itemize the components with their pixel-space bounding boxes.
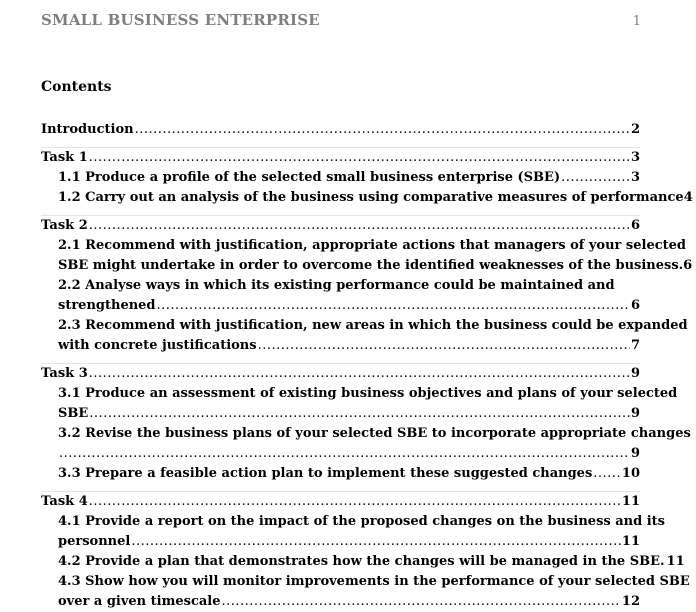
toc-entry-task-2[interactable]	[41, 215, 640, 236]
toc-entry-task-1[interactable]	[41, 147, 640, 168]
toc-entry-4-2[interactable]	[41, 552, 685, 572]
toc-entry-text: SBE might undertake in order to overcome the identified weaknesses of the business.	[58, 258, 684, 273]
dot-leader	[222, 592, 621, 612]
toc-entry-text: 3.2 Revise the business plans of your selected SBE to incorporate appropriate changes	[58, 426, 691, 441]
dot-leader	[258, 336, 630, 356]
toc-entry-text: Task 4	[41, 494, 88, 509]
toc-page-number: 11	[666, 554, 685, 569]
toc-page-number: 9	[630, 406, 640, 421]
toc-entry-4-3[interactable]	[41, 572, 690, 612]
toc-entry-text: 4.3 Show how you will monitor improvements in the performance of your selected SBE	[58, 574, 690, 589]
toc-page-number: 6	[683, 258, 693, 273]
dot-leader	[89, 364, 630, 384]
page-number: 1	[632, 14, 641, 29]
toc-entry-text: 3.3 Prepare a feasible action plan to implement these suggested changes	[58, 466, 593, 481]
toc-entry-introduction[interactable]	[41, 120, 640, 140]
toc-page-number: 11	[621, 534, 640, 549]
dot-leader	[135, 120, 630, 140]
dot-leader	[131, 532, 621, 552]
toc-entry-1-2[interactable]	[41, 188, 693, 208]
toc-entry-text: personnel	[58, 534, 131, 549]
toc-page-number: 7	[630, 338, 640, 353]
toc-entry-text: 4.2 Provide a plan that demonstrates how the changes will be managed in the SBE.	[58, 554, 665, 569]
toc-entry-task-4[interactable]	[41, 491, 640, 512]
dot-leader	[89, 216, 630, 236]
toc-entry-text: 1.1 Produce a profile of the selected small business enterprise (SBE)	[58, 170, 561, 185]
toc-entry-text: 4.1 Provide a report on the impact of the proposed changes on the business and its	[58, 514, 665, 529]
toc-entry-text: 2.3 Recommend with justification, new areas in which the business could be expanded	[58, 318, 688, 333]
toc-entry-text: 2.2 Analyse ways in which its existing performance could be maintained and	[58, 278, 615, 293]
toc-page-number: 12	[621, 594, 640, 609]
toc-entry-text: Task 2	[41, 218, 88, 233]
toc-page-number: 9	[630, 446, 640, 461]
toc-entry-text: SBE	[58, 406, 89, 421]
toc-entry-3-2[interactable]	[41, 424, 691, 464]
toc-page-number: 6	[630, 298, 640, 313]
toc-entry-text: Introduction	[41, 122, 134, 137]
toc-entry-text: 3.1 Produce an assessment of existing business objectives and plans of your selected	[58, 386, 678, 401]
toc-page-number: 11	[621, 494, 640, 509]
toc-entry-2-2[interactable]	[41, 276, 640, 316]
document-header-title: SMALL BUSINESS ENTERPRISE	[41, 11, 320, 29]
toc-page-number: 9	[630, 366, 640, 381]
toc-entry-3-1[interactable]	[41, 384, 678, 424]
toc-page-number: 4	[683, 190, 693, 205]
toc-page-number: 3	[630, 170, 640, 185]
toc-page-number: 2	[630, 122, 640, 137]
dot-leader	[593, 464, 621, 484]
toc-entry-task-3[interactable]	[41, 363, 640, 384]
toc-entry-text: strengthened	[58, 298, 156, 313]
contents-heading: Contents	[41, 79, 112, 95]
dot-leader	[89, 492, 621, 512]
dot-leader	[561, 168, 630, 188]
toc-entry-text: Task 3	[41, 366, 88, 381]
toc-entry-2-3[interactable]	[41, 316, 688, 356]
dot-leader	[59, 444, 630, 464]
toc-entry-4-1[interactable]	[41, 512, 665, 552]
toc-page-number: 6	[630, 218, 640, 233]
toc-entry-text: with concrete justifications	[58, 338, 257, 353]
dot-leader	[89, 148, 630, 168]
toc-page-number: 10	[621, 466, 640, 481]
toc-entry-text: Task 1	[41, 150, 88, 165]
toc-entry-text: over a given timescale	[58, 594, 221, 609]
toc-entry-2-1[interactable]	[41, 236, 693, 276]
toc-entry-text: 2.1 Recommend with justification, appropriate actions that managers of your selected	[58, 238, 687, 253]
toc-entry-1-1[interactable]	[41, 168, 640, 188]
dot-leader	[157, 296, 630, 316]
toc-page-number: 3	[630, 150, 640, 165]
toc-entry-text: 1.2 Carry out an analysis of the business using comparative measures of performance	[58, 190, 684, 205]
table-of-contents	[41, 120, 693, 612]
dot-leader	[89, 404, 630, 424]
toc-entry-3-3[interactable]	[41, 464, 640, 484]
